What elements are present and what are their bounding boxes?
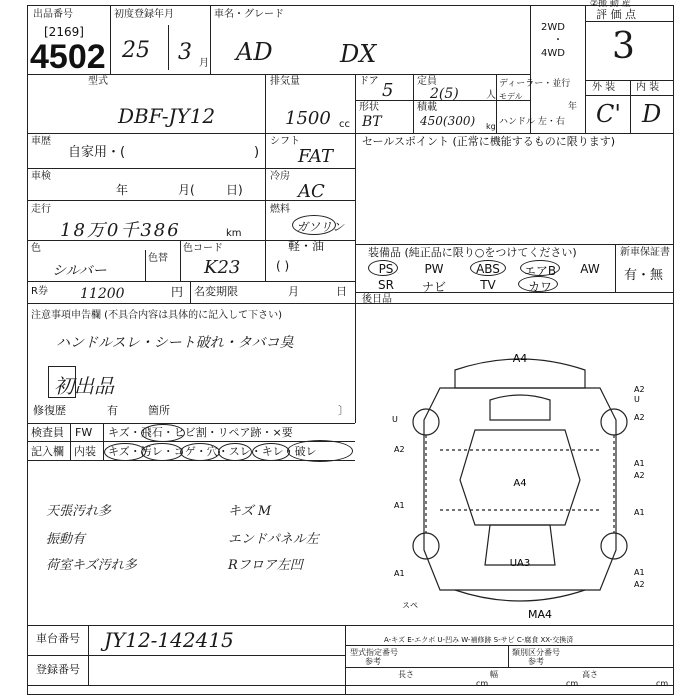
mileage-value: 18万0千386 [60, 220, 181, 241]
dim-height: 高さ [582, 670, 598, 679]
color-label: 色 [31, 243, 41, 254]
inspection-month: 月( [178, 183, 195, 197]
shift-label: シフト [270, 136, 300, 147]
first-listing-box [48, 366, 76, 398]
doors-label: ドア [359, 76, 379, 87]
mark-circle-4 [180, 443, 220, 461]
equipment-label: 装備品 (純正品に限り○をつけてください) [368, 246, 577, 259]
side-mark-7: A1 [634, 568, 645, 577]
handle-label: ハンドル 左・右 [499, 117, 565, 127]
first-listing: 初出品 [54, 374, 114, 398]
legend-text: A-キズ E-エクボ U-凹み W-補修跡 S-サビ C-腐食 XX-交換済 [384, 636, 574, 644]
recorder-label: 記入欄 [31, 445, 64, 458]
int-score: D [642, 100, 662, 128]
side-mark-10: A2 [394, 445, 405, 454]
model-value: DBF-JY12 [118, 104, 216, 128]
dim-width: 幅 [490, 670, 498, 679]
history-label: 車歴 [31, 136, 51, 147]
color-code-label: 色コード [183, 243, 223, 254]
car-name-label: 車名・グレード [214, 9, 284, 20]
repair-bracket: 〕 [338, 404, 349, 417]
ext-score: C' [596, 100, 621, 128]
ac-value: AC [298, 181, 325, 202]
equip-pw: PW [424, 262, 444, 276]
class-ref: 参考 [528, 657, 544, 666]
shape-value: BT [362, 114, 382, 130]
dim-length-cm: cm [476, 679, 489, 688]
car-damage-diagram [380, 340, 674, 620]
shape-label: 形状 [359, 102, 379, 113]
remark-left-1: 天張汚れ多 [46, 504, 112, 519]
chassis-label: 車台番号 [36, 632, 80, 645]
notes-text: ハンドルスレ・シート破れ・タバコ臭 [56, 335, 294, 351]
fuel-diesel: 軽・油 [288, 239, 325, 253]
color-change-label: 色替 [148, 253, 168, 264]
ext-label: 外 装 [592, 82, 616, 93]
recycle-unit: 円 [171, 285, 184, 299]
inspection-label: 車検 [31, 171, 51, 182]
score-label: 評 価 点 [596, 8, 636, 21]
diagram-bottom-label: MA4 [527, 608, 553, 620]
remark-left-3: 荷室キズ汚れ多 [46, 558, 137, 573]
mark-circle-6 [252, 443, 290, 461]
repair-label: 修復歴 [33, 404, 66, 417]
doors-value: 5 [382, 80, 394, 101]
side-mark-5: A2 [634, 471, 645, 480]
mark-circle-1 [141, 424, 185, 442]
first-reg-month-unit: 月 [199, 58, 209, 69]
score-value: 3 [612, 26, 635, 67]
lot-number: 4502 [30, 38, 106, 76]
lot-id: [2169] [44, 25, 84, 39]
side-mark-3: A2 [634, 413, 645, 422]
equip-sr: SR [378, 278, 394, 292]
drive-4wd: 4WD [541, 48, 565, 59]
model-year-unit: 年 [568, 102, 578, 112]
model-year-label: モデル [499, 92, 523, 101]
equip-airbag-circle [520, 260, 560, 276]
side-mark-12: A1 [394, 569, 405, 578]
inspector-label: 検査員 [31, 426, 64, 439]
load-value: 450(300) [420, 114, 476, 128]
name-change-day: 日 [336, 285, 347, 298]
fuel-label: 燃料 [270, 204, 290, 215]
car-grade: DX [340, 40, 377, 68]
displacement-value: 1500 [285, 108, 331, 129]
dim-length: 長さ [398, 670, 414, 679]
inspection-year: 年 [116, 183, 129, 197]
equip-airbag: エアB [523, 264, 557, 278]
recorder-interior: 内装 [74, 445, 96, 458]
first-reg-month: 3 [178, 40, 192, 65]
remark-left-2: 振動有 [46, 532, 86, 547]
model-label: 型式 [88, 76, 108, 87]
shift-value: FAT [298, 146, 333, 167]
inspector-items: キズ・飛石・ヒビ割・リペア跡・×要 [108, 426, 293, 439]
displacement-unit: cc [339, 119, 350, 130]
ac-label: 冷房 [270, 171, 290, 182]
side-mark-4: A1 [634, 459, 645, 468]
diagram-bottom-left: スペ [402, 601, 418, 610]
inspection-day: 日) [226, 183, 243, 197]
equip-abs-circle [470, 260, 506, 276]
lot-label: 出品番号 [33, 9, 73, 20]
equip-ps: PS [378, 262, 394, 276]
drive-2wd: 2WD [541, 22, 565, 33]
equip-aw: AW [580, 262, 600, 276]
history-close: ) [254, 145, 260, 160]
spec-ref-label: 型式指定番号 [350, 648, 398, 657]
side-mark-1: A2 [634, 385, 645, 394]
side-mark-8: A2 [634, 580, 645, 589]
remark-right-2: エンドパネル左 [228, 532, 319, 547]
displacement-label: 排気量 [270, 76, 300, 87]
recorder-items: キズ・汚レ・コゲ・穴・スレ・キレ・破レ [108, 445, 317, 458]
mark-circle-5 [218, 443, 252, 461]
diagram-rear-label: UA3 [509, 558, 531, 569]
load-label: 積載 [417, 102, 437, 113]
repair-places: 箇所 [148, 404, 170, 417]
warranty-value: 有・無 [624, 268, 664, 283]
stamp-mark: ②搬 動 産 [590, 0, 631, 9]
name-change-label: 名変期限 [194, 285, 238, 298]
color-code: K23 [204, 257, 241, 278]
class-ref-label: 類別区分番号 [512, 648, 560, 657]
warranty-label: 新車保証書 [620, 247, 670, 258]
first-reg-label: 初度登録年月 [114, 9, 174, 20]
side-mark-6: A1 [634, 508, 645, 517]
dim-height-cm: cm [656, 679, 669, 688]
equip-abs: ABS [476, 262, 500, 276]
color-value: シルバー [52, 263, 107, 279]
equip-navi: ナビ [421, 280, 446, 294]
remark-right-1: キズ M [228, 504, 272, 519]
notes-label: 注意事項申告欄 (不具合内容は具体的に記入して下さい) [31, 310, 282, 321]
int-label: 内 装 [636, 82, 660, 93]
chassis-value: JY12-142415 [104, 628, 234, 652]
reg-number-label: 登録番号 [36, 663, 80, 676]
options-label: 後日品 [362, 294, 392, 305]
side-mark-11: A1 [394, 501, 405, 510]
first-reg-year: 25 [122, 38, 150, 63]
mark-circle-7 [287, 440, 353, 462]
sales-point-label: セールスポイント (正常に機能するものに限ります) [362, 135, 616, 148]
equip-kawa-circle [518, 276, 558, 292]
repair-yes: 有 [107, 404, 118, 417]
history-value: 自家用・( [68, 145, 126, 160]
car-name: AD [236, 38, 273, 66]
mileage-unit: km [226, 228, 242, 239]
recycle-label: R券 [31, 286, 48, 297]
spec-ref: 参考 [365, 657, 381, 666]
diagram-top-label: A4 [512, 352, 528, 365]
equip-kawa: カワ [527, 280, 552, 294]
side-mark-2: U [634, 395, 640, 404]
inspector-fw: FW [75, 426, 93, 439]
mileage-label: 走行 [31, 204, 51, 215]
remark-right-3: Rフロア左凹 [228, 558, 303, 573]
equip-tv: TV [480, 278, 496, 292]
fuel-gas: ガソリン [296, 220, 345, 234]
mark-circle-2 [104, 443, 146, 461]
dealer-label: ディーラー・並行 [499, 79, 571, 89]
recycle-value: 11200 [80, 286, 125, 302]
dim-width-cm: cm [566, 679, 579, 688]
equip-ps-circle [368, 260, 398, 276]
name-change-month: 月 [288, 285, 299, 298]
capacity-unit: 人 [486, 90, 496, 101]
load-unit: kg [486, 122, 496, 131]
capacity-value: 2(5) [430, 86, 459, 102]
diagram-center-label: A4 [513, 478, 527, 489]
capacity-label: 定員 [417, 76, 437, 87]
mark-circle-3 [141, 443, 183, 461]
fuel-paren: ( ) [276, 259, 290, 273]
fuel-gas-circle [292, 215, 336, 235]
side-mark-9: U [392, 415, 398, 424]
drive-dot: ・ [553, 35, 563, 46]
